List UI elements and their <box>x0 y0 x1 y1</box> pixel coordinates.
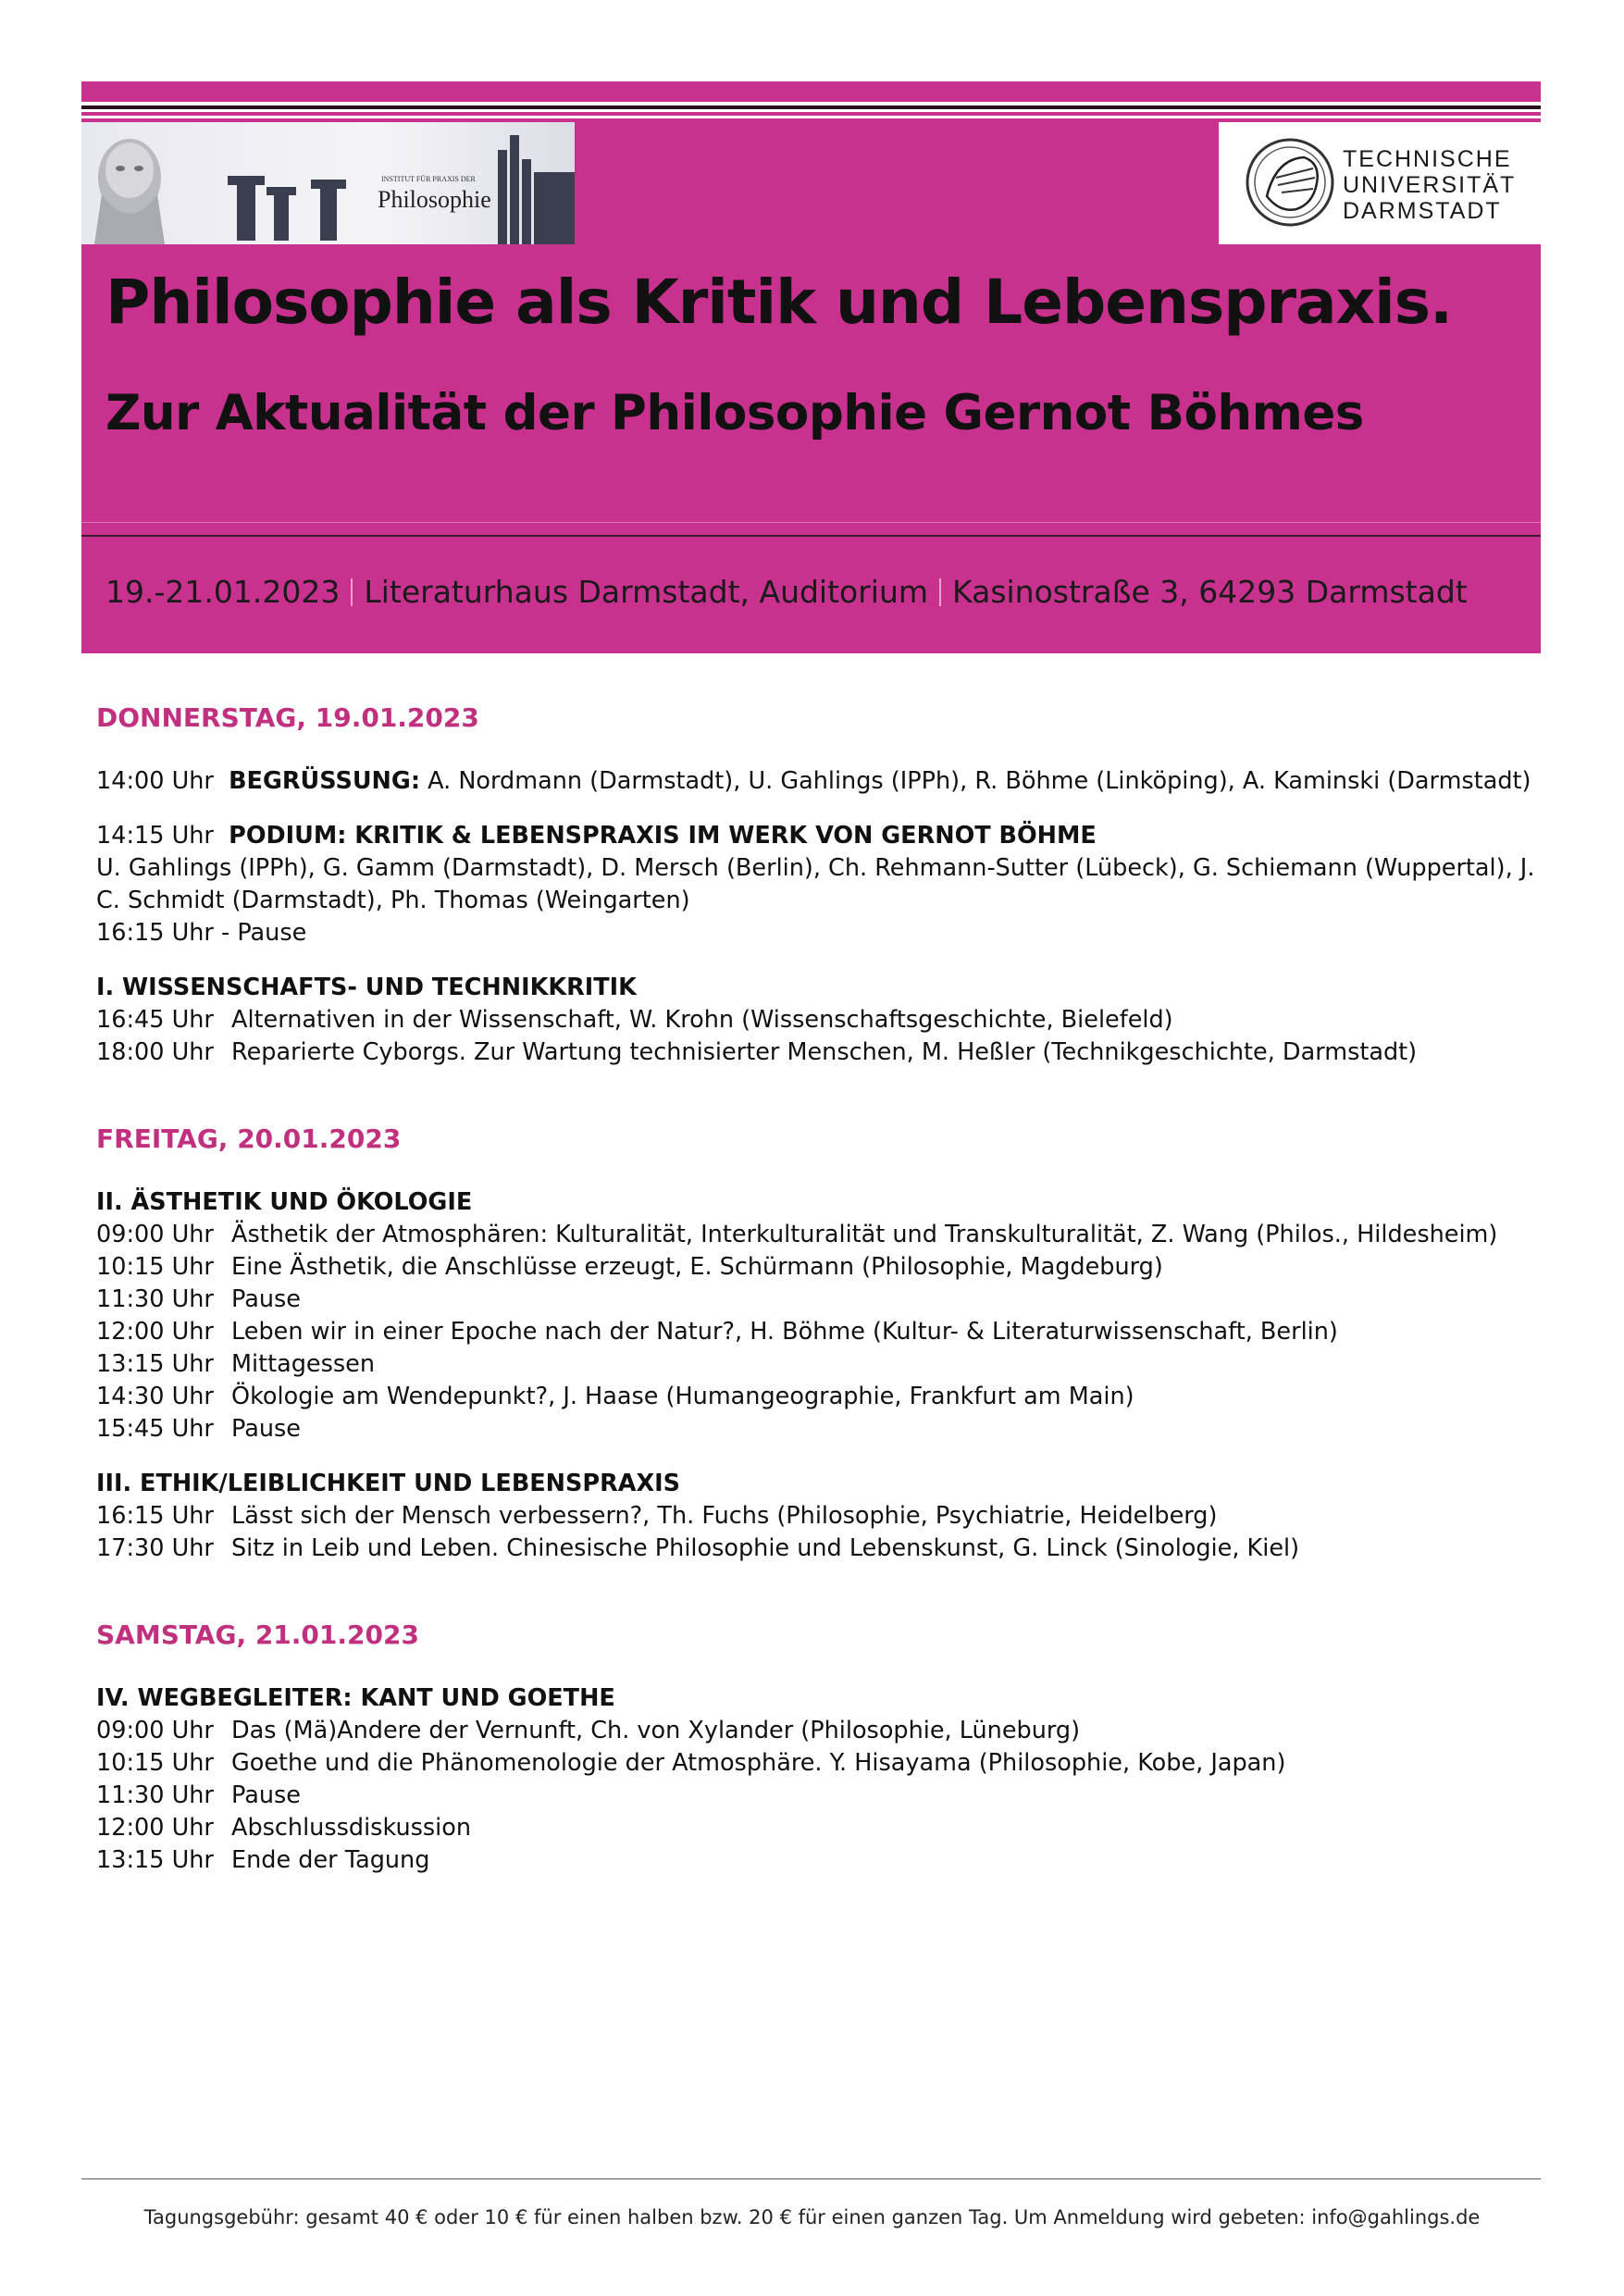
entry-time: 17:30 Uhr <box>96 1534 214 1562</box>
entry-text: Ästhetik der Atmosphären: Kulturalität, Interkulturalität und Transkulturalität, Z. Wang (Philos., Hildesheim) <box>231 1221 1498 1248</box>
top-rule-dark <box>81 105 1541 109</box>
entry-text: Eine Ästhetik, die Anschlüsse erzeugt, E. Schürmann (Philosophie, Magdeburg) <box>231 1253 1163 1281</box>
entry-time: 16:15 Uhr <box>96 1502 214 1530</box>
day-heading-saturday: SAMSTAG, 21.01.2023 <box>96 1620 419 1650</box>
program-entry <box>96 1413 1540 1446</box>
entry-text: A. Nordmann (Darmstadt), U. Gahlings (IPPh), R. Böhme (Linköping), A. Kaminski (Darmstadt) <box>428 767 1531 795</box>
event-date: 19.-21.01.2023 <box>105 574 341 610</box>
section-heading: III. ETHIK/LEIBLICHKEIT UND LEBENSPRAXIS <box>96 1470 680 1497</box>
program-entry <box>96 1004 1540 1036</box>
section-heading: II. ÄSTHETIK UND ÖKOLOGIE <box>96 1188 473 1216</box>
entry-time: 14:30 Uhr <box>96 1383 214 1410</box>
entry-time: 12:00 Uhr <box>96 1318 214 1346</box>
podium-participants: U. Gahlings (IPPh), G. Gamm (Darmstadt), D. Mersch (Berlin), Ch. Rehmann-Sutter (Lübeck), G. Schiemann (Wuppertal), J. C. Schmidt (Darmstadt), Ph. Thomas (Weingarten) <box>96 854 1535 914</box>
program-entry <box>96 1844 1540 1877</box>
entry-time: 15:45 Uhr <box>96 1415 214 1443</box>
pause-entry: 16:15 Uhr - Pause <box>96 919 307 947</box>
tu-line-1: TECHNISCHE <box>1343 146 1512 172</box>
welcome-entry <box>96 765 1540 798</box>
entry-text: Ende der Tagung <box>231 1846 430 1874</box>
entry-time: 11:30 Uhr <box>96 1285 214 1313</box>
athena-head-icon <box>1239 131 1341 233</box>
page-title: Philosophie als Kritik und Lebenspraxis. <box>105 267 1453 338</box>
ipph-logo-text: Philosophie <box>378 186 491 213</box>
section-heading: IV. WEGBEGLEITER: KANT UND GOETHE <box>96 1684 615 1712</box>
entry-time: 18:00 Uhr <box>96 1038 214 1066</box>
entry-text: Pause <box>231 1285 301 1313</box>
tu-logo-text <box>1343 146 1516 224</box>
venue-separator <box>939 578 941 606</box>
podium-entry <box>96 820 1540 852</box>
program-entry <box>96 1284 1540 1316</box>
entry-time: 14:00 Uhr <box>96 767 214 795</box>
entry-time: 09:00 Uhr <box>96 1221 214 1248</box>
entry-text: Leben wir in einer Epoche nach der Natur?, H. Böhme (Kultur- & Literaturwissenschaft, Berlin) <box>231 1318 1338 1346</box>
entry-time: 14:15 Uhr <box>96 822 214 850</box>
ipph-logo-small-text: INSTITUT FÜR PRAXIS DER <box>381 175 476 183</box>
entry-time: 10:15 Uhr <box>96 1749 214 1777</box>
program-entry <box>96 1381 1540 1413</box>
event-address: Kasinostraße 3, 64293 Darmstadt <box>952 574 1468 610</box>
event-place: Literaturhaus Darmstadt, Auditorium <box>364 574 929 610</box>
entry-text: Mittagessen <box>231 1350 376 1378</box>
entry-time: 16:45 Uhr <box>96 1006 214 1034</box>
entry-text: Alternativen in der Wissenschaft, W. Krohn (Wissenschaftsgeschichte, Bielefeld) <box>231 1006 1173 1034</box>
entry-text: Reparierte Cyborgs. Zur Wartung technisierter Menschen, M. Heßler (Technikgeschichte, Darmstadt) <box>231 1038 1418 1066</box>
program-entry <box>96 1251 1540 1284</box>
entry-text: Abschlussdiskussion <box>231 1814 472 1842</box>
top-rule-magenta <box>81 112 1541 116</box>
program-entry <box>96 1219 1540 1251</box>
entry-time: 09:00 Uhr <box>96 1717 214 1744</box>
entry-text: Sitz in Leib und Leben. Chinesische Philosophie und Lebenskunst, G. Linck (Sinologie, Kiel) <box>231 1534 1300 1562</box>
entry-text: Pause <box>231 1415 301 1443</box>
program-entry <box>96 1036 1540 1069</box>
program-entry <box>96 1812 1540 1844</box>
entry-text: Pause <box>231 1781 301 1809</box>
program-entry <box>96 1533 1540 1565</box>
top-accent-band <box>81 81 1541 102</box>
header-divider-dark <box>81 535 1541 537</box>
program-entry <box>96 1715 1540 1747</box>
program-entry <box>96 1500 1540 1533</box>
entry-label: PODIUM: KRITIK & LEBENSPRAXIS IM WERK VON GERNOT BÖHME <box>229 822 1097 850</box>
day-heading-friday: FREITAG, 20.01.2023 <box>96 1123 402 1154</box>
program-entry <box>96 1747 1540 1780</box>
program-entry <box>96 1780 1540 1812</box>
program-entry <box>96 1348 1540 1381</box>
entry-time: 13:15 Uhr <box>96 1350 214 1378</box>
entry-time: 10:15 Uhr <box>96 1253 214 1281</box>
entry-time: 13:15 Uhr <box>96 1846 214 1874</box>
entry-time: 12:00 Uhr <box>96 1814 214 1842</box>
entry-label: BEGRÜSSUNG: <box>229 767 421 795</box>
entry-text: Lässt sich der Mensch verbessern?, Th. Fuchs (Philosophie, Psychiatrie, Heidelberg) <box>231 1502 1218 1530</box>
header-divider-light <box>81 522 1541 523</box>
venue-line <box>105 574 1468 610</box>
entry-text: Goethe und die Phänomenologie der Atmosphäre. Y. Hisayama (Philosophie, Kobe, Japan) <box>231 1749 1286 1777</box>
header-banner <box>81 118 1541 653</box>
entry-text: Ökologie am Wendepunkt?, J. Haase (Humangeographie, Frankfurt am Main) <box>231 1383 1134 1410</box>
program-entry <box>96 1316 1540 1348</box>
program <box>96 701 1540 1877</box>
entry-time: 11:30 Uhr <box>96 1781 214 1809</box>
section-heading: I. WISSENSCHAFTS- UND TECHNIKKRITIK <box>96 974 637 1001</box>
tu-darmstadt-logo <box>1219 122 1541 244</box>
venue-separator <box>351 578 353 606</box>
footer-rule <box>81 2178 1541 2179</box>
tu-line-2: UNIVERSITÄT <box>1343 172 1517 198</box>
page-subtitle: Zur Aktualität der Philosophie Gernot Böhmes <box>105 385 1364 441</box>
day-heading-thursday: DONNERSTAG, 19.01.2023 <box>96 702 479 733</box>
ipph-logo <box>81 122 575 244</box>
entry-text: Das (Mä)Andere der Vernunft, Ch. von Xylander (Philosophie, Lüneburg) <box>231 1717 1081 1744</box>
tu-line-3: DARMSTADT <box>1343 198 1502 224</box>
footer-note: Tagungsgebühr: gesamt 40 € oder 10 € für einen halben bzw. 20 € für einen ganzen Tag. Um Anmeldung wird gebeten: info@gahlings.de <box>143 2206 1481 2228</box>
ipph-logo-graphic <box>81 122 575 244</box>
